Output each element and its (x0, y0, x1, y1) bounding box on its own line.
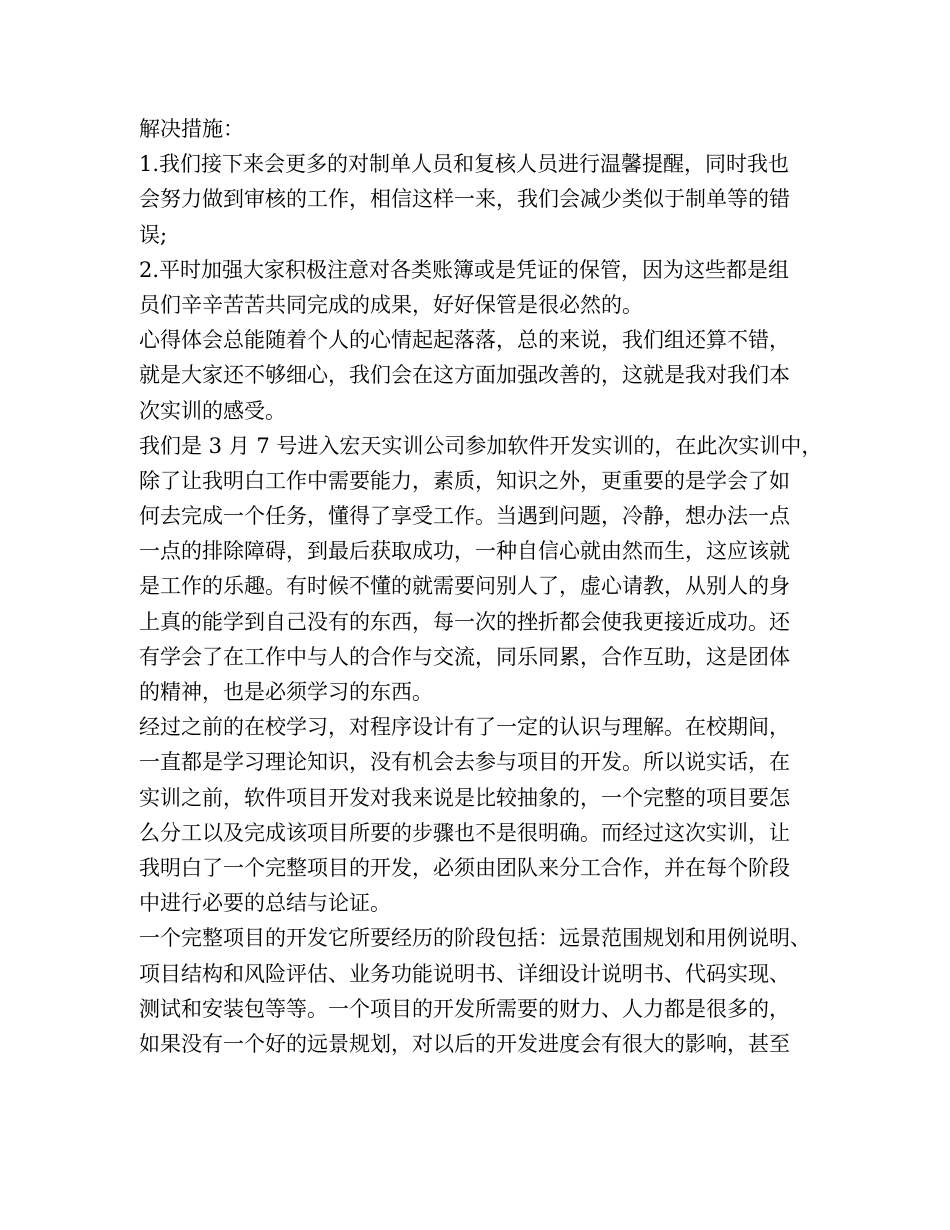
text-line: 项目结构和风险评估、业务功能说明书、详细设计说明书、代码实现、 (139, 961, 790, 986)
text-line: 1.我们接下来会更多的对制单人员和复核人员进行温馨提醒，同时我也 (139, 152, 790, 177)
text-line: 员们辛辛苦苦共同完成的成果，好好保管是很必然的。 (139, 292, 643, 317)
text-line: 一直都是学习理论知识，没有机会去参与项目的开发。所以说实话，在 (139, 750, 790, 775)
text-line: 就是大家还不够细心，我们会在这方面加强改善的，这就是我对我们本 (139, 363, 790, 388)
text-line: 如果没有一个好的远景规划，对以后的开发进度会有很大的影响，甚至 (139, 1031, 790, 1056)
text-line: 的精神，也是必须学习的东西。 (139, 680, 433, 704)
text-line: 实训之前，软件项目开发对我来说是比较抽象的，一个完整的项目要怎 (139, 785, 790, 810)
text-line: 么分工以及完成该项目所要的步骤也不是很明确。而经过这次实训，让 (139, 820, 790, 845)
text-line: 误; (139, 222, 168, 247)
text-line: 解决措施： (139, 117, 244, 141)
text-line: 测试和安装包等等。一个项目的开发所需要的财力、人力都是很多的， (139, 996, 790, 1021)
text-line: 一个完整项目的开发它所要经历的阶段包括：远景范围规划和用例说明、 (139, 926, 811, 951)
text-line: 我们是 3 月 7 号进入宏天实训公司参加软件开发实训的，在此次实训中， (139, 433, 823, 458)
text-line: 经过之前的在校学习，对程序设计有了一定的认识与理解。在校期间， (139, 715, 790, 740)
document-body (139, 112, 829, 1062)
text-line: 有学会了在工作中与人的合作与交流，同乐同累，合作互助，这是团体 (139, 644, 790, 669)
text-line: 中进行必要的总结与论证。 (139, 891, 391, 916)
text-line: 会努力做到审核的工作，相信这样一来，我们会减少类似于制单等的错 (139, 187, 790, 212)
text-line: 上真的能学到自己没有的东西，每一次的挫折都会使我更接近成功。还 (139, 609, 790, 634)
text-line: 2.平时加强大家积极注意对各类账簿或是凭证的保管，因为这些都是组 (139, 257, 790, 282)
text-line: 一点的排除障碍，到最后获取成功，一种自信心就由然而生，这应该就 (139, 539, 790, 564)
text-line: 心得体会总能随着个人的心情起起落落，总的来说，我们组还算不错， (139, 328, 790, 353)
text-line: 是工作的乐趣。有时候不懂的就需要问别人了，虚心请教，从别人的身 (139, 574, 790, 599)
text-line: 我明白了一个完整项目的开发，必须由团队来分工合作，并在每个阶段 (139, 855, 790, 880)
text-line: 次实训的感受。 (139, 398, 286, 423)
text-line: 除了让我明白工作中需要能力，素质，知识之外，更重要的是学会了如 (139, 468, 790, 493)
text-line: 何去完成一个任务，懂得了享受工作。当遇到问题，冷静，想办法一点 (139, 504, 790, 529)
